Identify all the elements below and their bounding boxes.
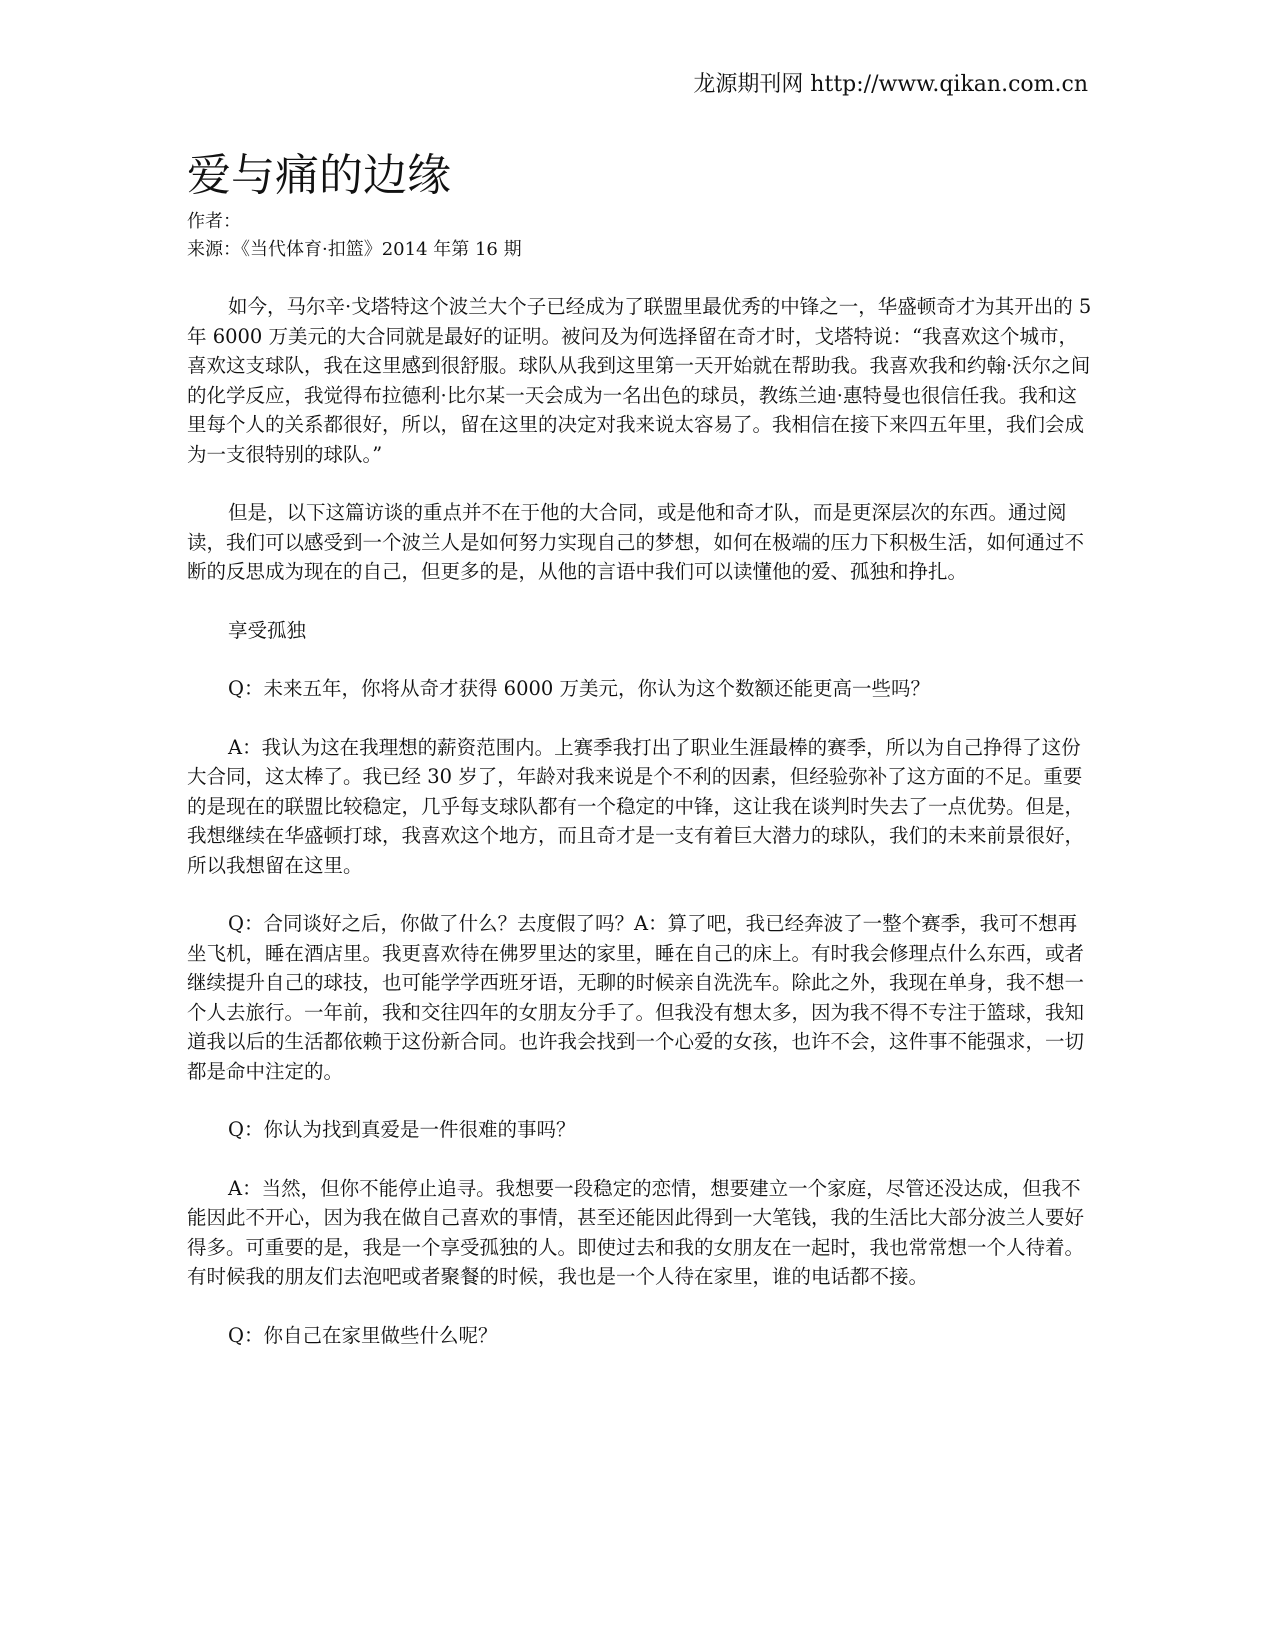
paragraph: 如今，马尔辛·戈塔特这个波兰大个子已经成为了联盟里最优秀的中锋之一，华盛顿奇才为其开出的 5 年 6000 万美元的大合同就是最好的证明。被问及为何选择留在奇才时，戈塔特说：“我喜欢这个城市，喜欢这支球队，我在这里感到很舒服。球队从我到这里第一天开始就在帮助我。我喜欢我和约翰·沃尔之间的化学反应，我觉得布拉德利·比尔某一天会成为一名出色的球员，教练兰迪·惠特曼也很信任我。我和这里每个人的关系都很好，所以，留在这里的决定对我来说太容易了。我相信在接下来四五年里，我们会成为一支很特别的球队。” xyxy=(187,295,1092,466)
author-line: 作者： xyxy=(187,211,241,232)
site-header: 龙源期刊网 http://www.qikan.com.cn xyxy=(693,72,1088,97)
answer: A：我认为这在我理想的薪资范围内。上赛季我打出了职业生涯最棒的赛季，所以为自己挣得了这份大合同，这太棒了。我已经 30 岁了，年龄对我来说是个不利的因素，但经验弥补了这方面的不足。重要的是现在的联盟比较稳定，几乎每支球队都有一个稳定的中锋，这让我在谈判时失去了一点优势。但是，我想继续在华盛顿打球，我喜欢这个地方，而且奇才是一支有着巨大潜力的球队，我们的未来前景很好，所以我想留在这里。 xyxy=(187,735,1085,877)
article xyxy=(187,148,1092,1379)
source-line: 来源：《当代体育·扣篮》2014 年第 16 期 xyxy=(187,239,522,260)
question-answer: Q：合同谈好之后，你做了什么？去度假了吗？A：算了吧，我已经奔波了一整个赛季，我可不想再坐飞机，睡在酒店里。我更喜欢待在佛罗里达的家里，睡在自己的床上。有时我会修理点什么东西，或者继续提升自己的球技，也可能学学西班牙语，无聊的时候亲自洗洗车。除此之外，我现在单身，我不想一个人去旅行。一年前，我和交往四年的女朋友分手了。但我没有想太多，因为我不得不专注于篮球，我知道我以后的生活都依赖于这份新合同。也许我会找到一个心爱的女孩，也许不会，这件事不能强求，一切都是命中注定的。 xyxy=(187,912,1085,1083)
article-meta xyxy=(187,208,1092,264)
question: Q：你自己在家里做些什么呢？ xyxy=(228,1323,498,1347)
question: Q：你认为找到真爱是一件很难的事吗？ xyxy=(228,1118,576,1141)
paragraph: 但是，以下这篇访谈的重点并不在于他的大合同，或是他和奇才队，而是更深层次的东西。通过阅读，我们可以感受到一个波兰人是如何努力实现自己的梦想，如何在极端的压力下积极生活，如何通过不断的反思成为现在的自己，但更多的是，从他的言语中我们可以读懂他的爱、孤独和挣扎。 xyxy=(187,501,1085,583)
question: Q：未来五年，你将从奇才获得 6000 万美元，你认为这个数额还能更高一些吗？ xyxy=(228,677,931,700)
section-heading: 享受孤独 xyxy=(228,618,307,642)
article-title: 爱与痛的边缘 xyxy=(187,150,451,201)
answer: A：当然，但你不能停止追寻。我想要一段稳定的恋情，想要建立一个家庭，尽管还没达成，但我不能因此不开心，因为我在做自己喜欢的事情，甚至还能因此得到一大笔钱，我的生活比大部分波兰人要好得多。可重要的是，我是一个享受孤独的人。即使过去和我的女朋友在一起时，我也常常想一个人待着。有时候我的朋友们去泡吧或者聚餐的时候，我也是一个人待在家里，谁的电话都不接。 xyxy=(187,1176,1085,1288)
